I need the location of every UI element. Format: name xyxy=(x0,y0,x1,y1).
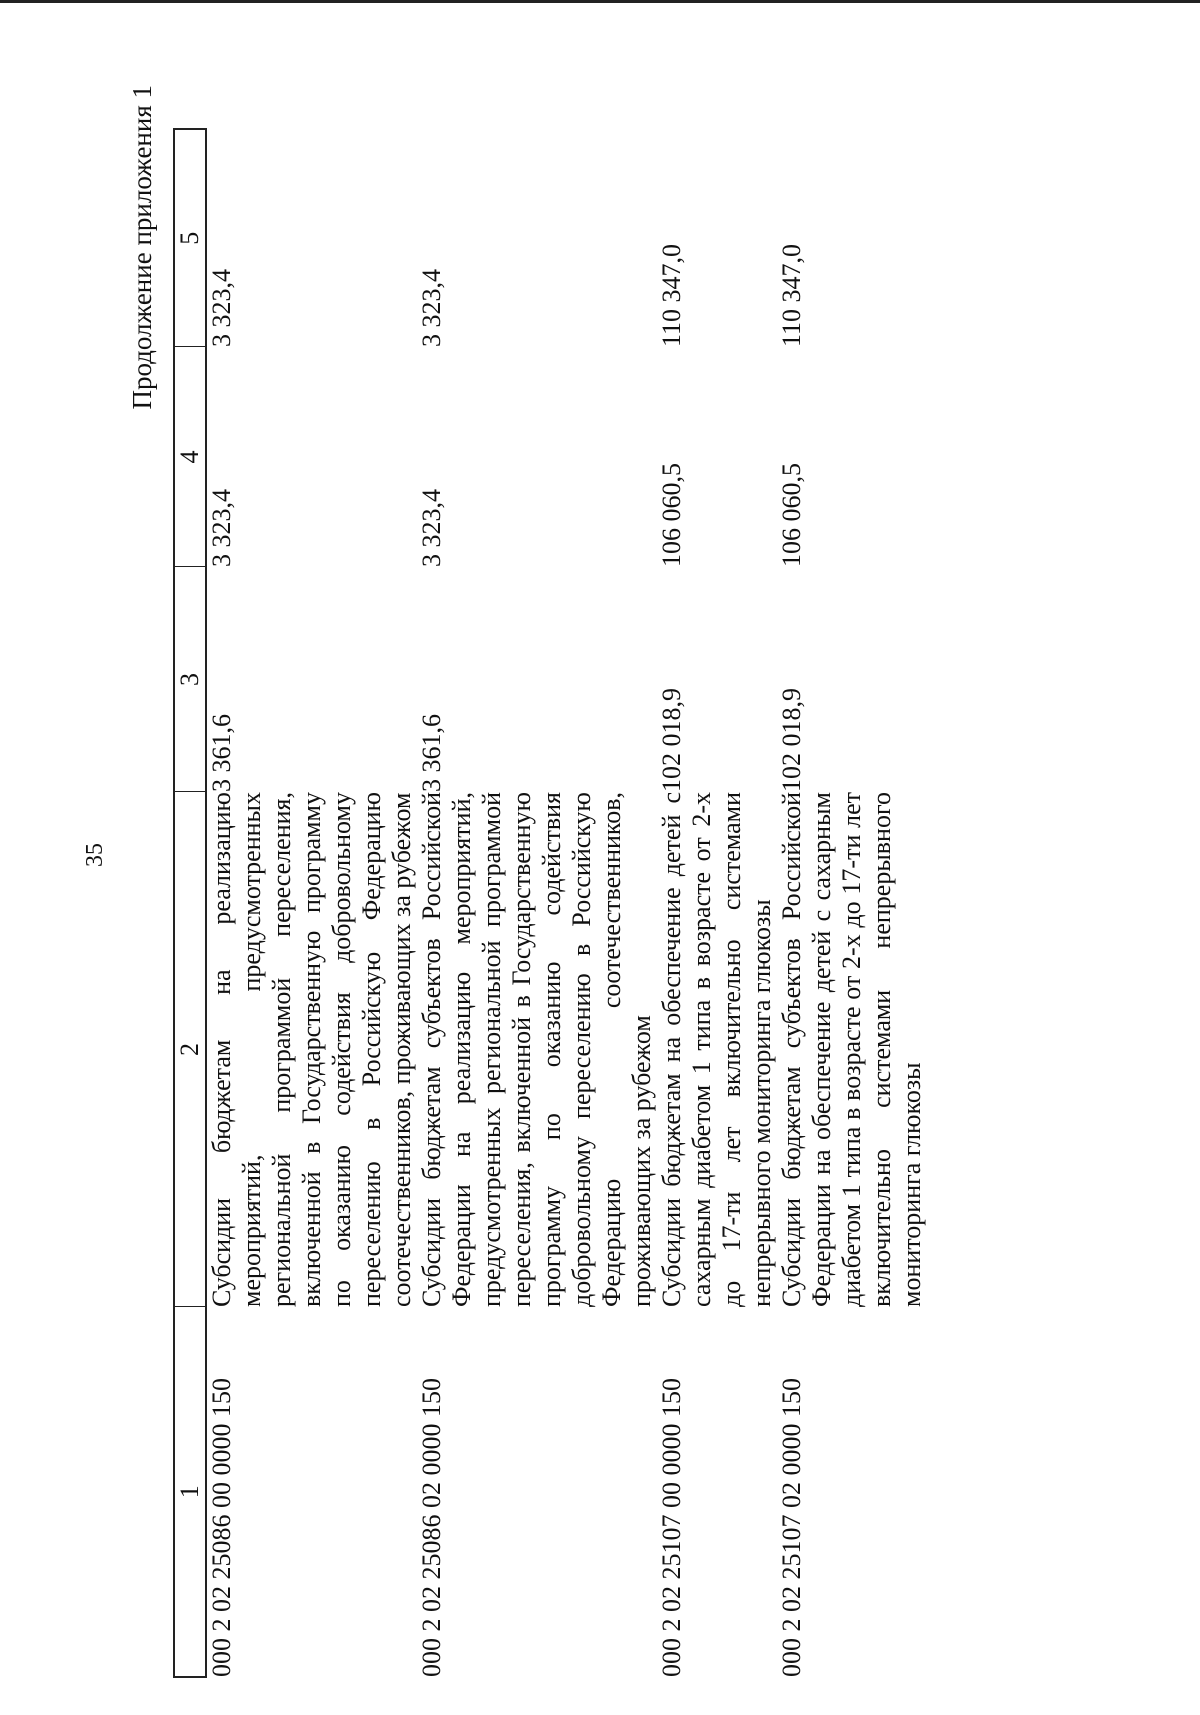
row-value-col4: 3 323,4 xyxy=(207,489,236,567)
row-value-col3: 3 361,6 xyxy=(417,714,446,792)
row-value-col5: 110 347,0 xyxy=(777,243,806,347)
row-code: 000 2 02 25107 02 0000 150 xyxy=(777,1378,806,1677)
row-value-col4: 3 323,4 xyxy=(417,489,446,567)
continuation-note: Продолжение приложения 1 xyxy=(127,85,157,410)
row-code: 000 2 02 25086 00 0000 150 xyxy=(207,1378,236,1677)
column-header: 1 xyxy=(174,1307,206,1677)
row-value-col3: 3 361,6 xyxy=(207,714,236,792)
row-name: Субсидии бюджетам на обеспечение детей с сахарным диабетом 1 типа в возрасте от 2-х до 17-ти лет включительно системами непрерывного мониторинга глюкозы xyxy=(657,792,776,1307)
column-header: 2 xyxy=(174,792,206,1307)
table-header-row xyxy=(174,129,206,1677)
table-row xyxy=(206,129,417,1677)
column-header: 4 xyxy=(174,347,206,567)
row-code: 000 2 02 25107 00 0000 150 xyxy=(657,1378,686,1677)
row-code: 000 2 02 25086 02 0000 150 xyxy=(417,1378,446,1677)
row-name: Субсидии бюджетам на реализацию мероприятий, предусмотренных региональной программой переселения, включенной в Государственную программу по оказанию содействия добровольному переселению в Российскую Федерацию соотечественников, проживающих за рубежом xyxy=(207,792,416,1307)
table-row xyxy=(657,129,777,1677)
row-value-col4: 106 060,5 xyxy=(777,463,806,567)
row-value-col3: 102 018,9 xyxy=(657,688,686,792)
column-header: 3 xyxy=(174,567,206,792)
row-value-col4: 106 060,5 xyxy=(657,463,686,567)
table-row xyxy=(777,129,927,1677)
scan-edge xyxy=(0,0,1200,3)
row-value-col5: 3 323,4 xyxy=(207,269,236,347)
rotated-document-page xyxy=(25,30,1145,1680)
row-name: Субсидии бюджетам субъектов Российской Федерации на обеспечение детей с сахарным диабетом 1 типа в возрасте от 2-х до 17-ти лет включительно системами непрерывного мониторинга глюкозы xyxy=(777,792,926,1307)
row-name: Субсидии бюджетам субъектов Российской Федерации на реализацию мероприятий, предусмотренных региональной программой переселения, включенной в Государственную программу по оказанию содействия добровольному переселению в Российскую Федерацию соотечественников, проживающих за рубежом xyxy=(417,792,656,1307)
budget-table xyxy=(173,128,927,1678)
row-value-col5: 110 347,0 xyxy=(657,243,686,347)
column-header: 5 xyxy=(174,129,206,347)
table-row xyxy=(417,129,657,1677)
row-value-col3: 102 018,9 xyxy=(777,688,806,792)
page-number: 35 xyxy=(82,843,108,867)
row-value-col5: 3 323,4 xyxy=(417,269,446,347)
